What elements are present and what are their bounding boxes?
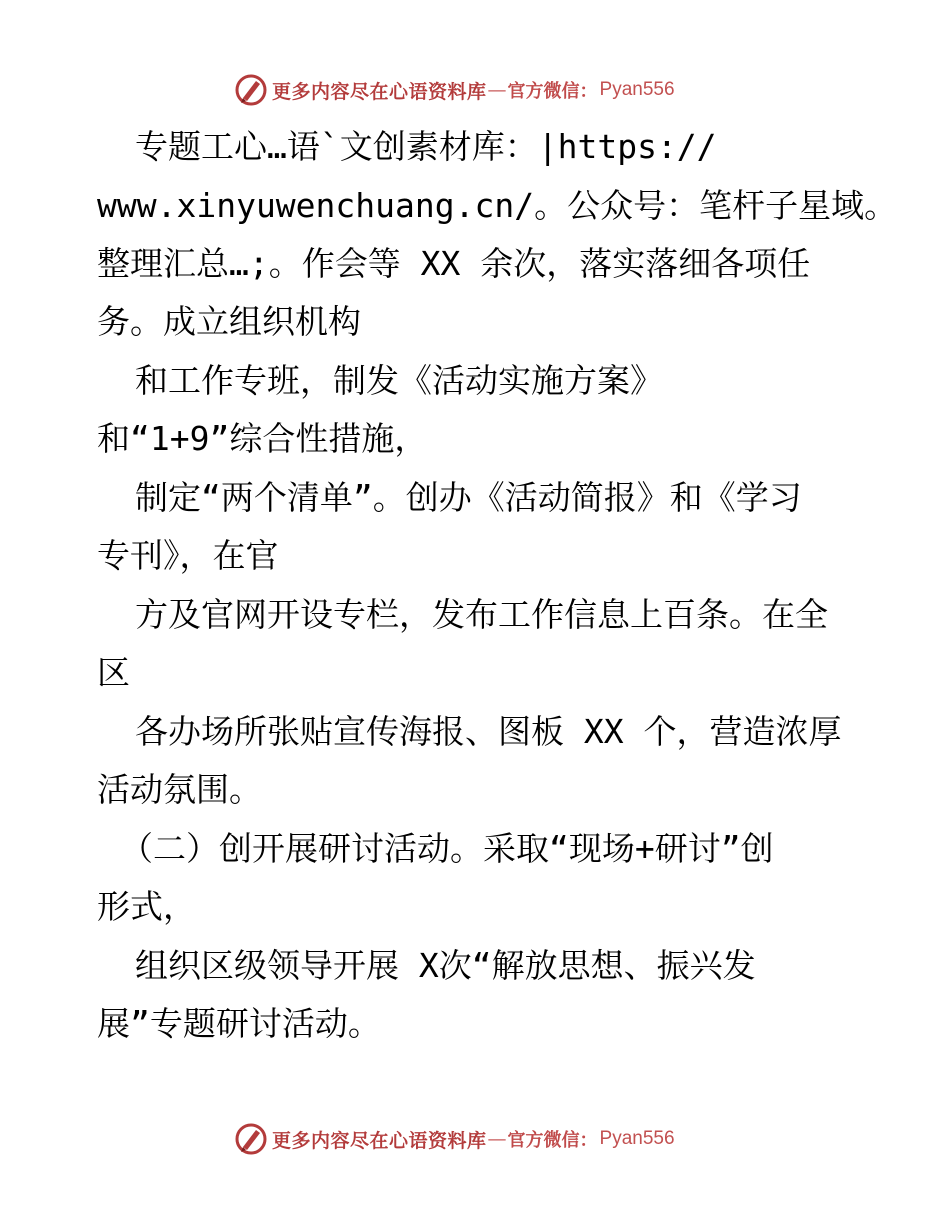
text-line: 展”专题研讨活动。 xyxy=(97,1004,381,1043)
text-line: 务。成立组织机构 xyxy=(97,302,361,341)
footer-wechat-id: Pyan556 xyxy=(599,1128,675,1149)
pen-circle-icon xyxy=(234,73,268,107)
header-wechat-id: Pyan556 xyxy=(599,79,675,100)
footer-brand-text: 更多内容尽在心语资料库 xyxy=(272,1129,487,1152)
header-wechat-label: 官方微信： xyxy=(507,81,598,102)
header-separator: — xyxy=(487,79,507,101)
footer-banner xyxy=(234,1121,675,1157)
text-line: 专刊》，在官 xyxy=(97,536,279,575)
text-line: 形式， xyxy=(97,887,196,926)
text-line: 活动氛围。 xyxy=(97,770,262,809)
text-line: 各办场所张贴宣传海报、图板 XX 个，营造浓厚 xyxy=(135,712,842,751)
text-line: www.xinyuwenchuang.cn/。公众号：笔杆子星域。 xyxy=(97,186,898,225)
text-line: 制定“两个清单”。创办《活动简报》和《学习 xyxy=(135,478,802,517)
text-line: 整理汇总…;。作会等 XX 余次，落实落细各项任 xyxy=(97,244,811,283)
text-line: 区 xyxy=(97,653,130,692)
header-brand-text: 更多内容尽在心语资料库 xyxy=(272,80,487,103)
text-line: 组织区级领导开展 X次“解放思想、振兴发 xyxy=(135,946,756,985)
header-banner xyxy=(234,72,675,108)
text-line: 专题工心…语`文创素材库：|https:// xyxy=(135,127,717,166)
pen-circle-icon xyxy=(234,1122,268,1156)
text-line: 和工作专班，制发《活动实施方案》 xyxy=(135,361,663,400)
footer-separator: — xyxy=(487,1128,507,1150)
text-line: 和“1+9”综合性措施， xyxy=(97,419,428,458)
footer-wechat-label: 官方微信： xyxy=(507,1130,598,1151)
text-line: （二）创开展研讨活动。采取“现场+研讨”创 xyxy=(120,829,774,868)
text-line: 方及官网开设专栏，发布工作信息上百条。在全 xyxy=(135,595,828,634)
